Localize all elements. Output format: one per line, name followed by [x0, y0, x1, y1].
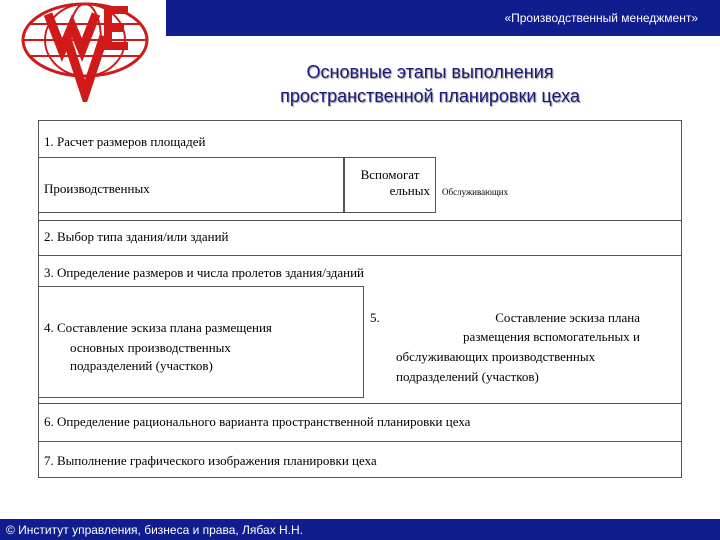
service-area-label: Обслуживающих	[442, 187, 509, 197]
step-5-line-2: размещения вспомогательных и	[463, 329, 640, 344]
step-6: 6. Определение рационального варианта пространственной планировки цеха	[44, 414, 471, 429]
step-4-line-1: 4. Составление эскиза плана размещения	[44, 320, 272, 335]
row-divider	[38, 255, 682, 256]
copyright-text: © Институт управления, бизнеса и права, Лябах Н.Н.	[6, 522, 304, 537]
title-line-2: пространственной планировки цеха	[280, 86, 580, 106]
auxiliary-area-label-line-2: ельных	[389, 183, 430, 198]
footer-bar	[0, 519, 720, 540]
row-divider	[38, 403, 682, 404]
row-divider	[38, 220, 682, 221]
step-5-line-4: подразделений (участков)	[396, 369, 539, 384]
step-5-number: 5.	[370, 310, 380, 325]
step-4-line-2: основных производственных	[70, 340, 231, 355]
step-2: 2. Выбор типа здания/или зданий	[44, 229, 229, 244]
step-1: 1. Расчет размеров площадей	[44, 134, 206, 149]
course-title: «Производственный менеджмент»	[504, 11, 698, 25]
step-3: 3. Определение размеров и числа пролетов здания/зданий	[44, 265, 364, 280]
production-area-label: Производственных	[44, 181, 150, 196]
step-4-line-3: подразделений (участков)	[70, 358, 213, 373]
step-5-line-3: обслуживающих производственных	[396, 349, 596, 364]
step-5-line-1: Составление эскиза плана	[495, 310, 640, 325]
header-bar	[166, 0, 720, 36]
step-7: 7. Выполнение графического изображения планировки цеха	[44, 453, 377, 468]
title-line-1: Основные этапы выполнения	[306, 62, 554, 82]
auxiliary-area-label-line-1: Вспомогат	[360, 167, 420, 182]
slide-title	[200, 60, 660, 108]
row-divider	[38, 441, 682, 442]
wve-logo-icon	[10, 2, 160, 102]
